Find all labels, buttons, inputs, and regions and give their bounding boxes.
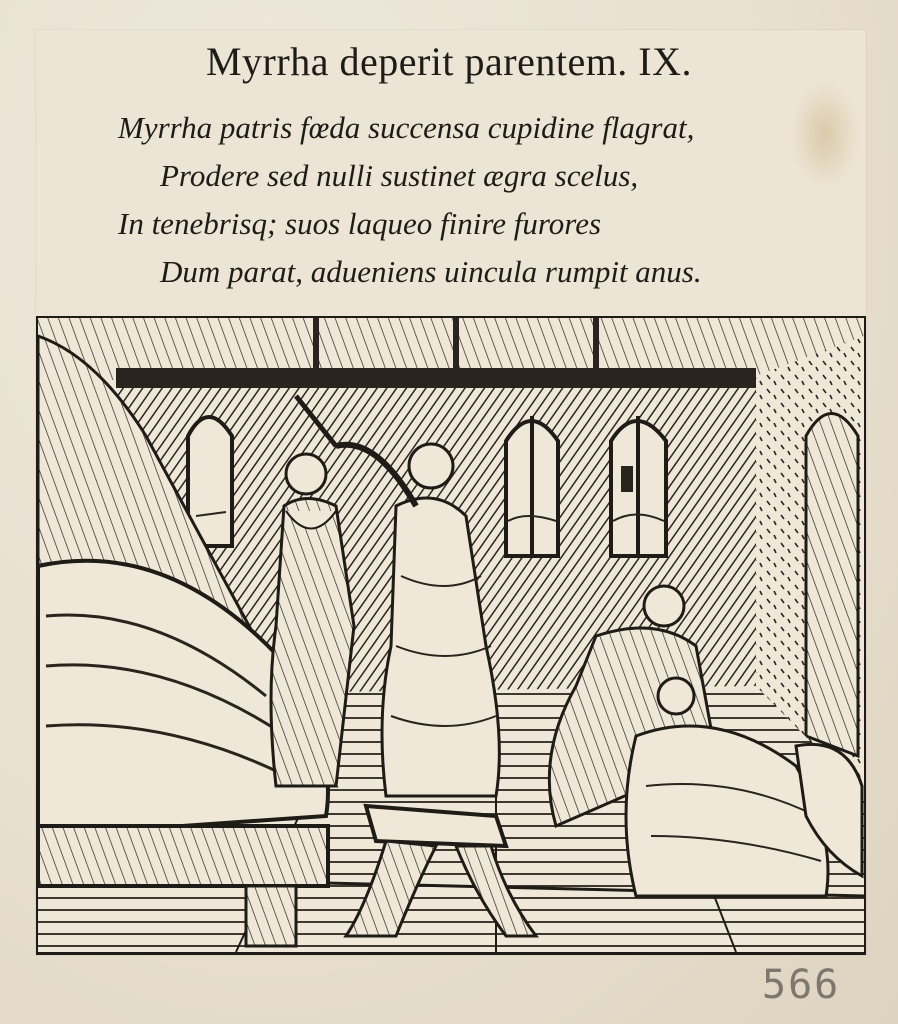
verse-line-2: Prodere sed nulli sustinet ægra scelus,: [160, 158, 639, 193]
verse-line-4: Dum parat, adueniens uincula rumpit anus.: [160, 254, 702, 289]
verse-line-1: Myrrha patris fœda succensa cupidine flagrat,: [118, 110, 695, 145]
window-middle: [506, 416, 558, 556]
woodcut-illustration: [36, 316, 866, 956]
paper-stain: [790, 80, 860, 190]
side-doorway: [806, 414, 858, 757]
verse-line-3: In tenebrisq; suos laqueo finire furores: [118, 206, 602, 241]
catalog-number: 566: [762, 962, 841, 1008]
window-right: [611, 416, 666, 556]
print-title: Myrrha deperit parentem. IX.: [205, 39, 693, 84]
